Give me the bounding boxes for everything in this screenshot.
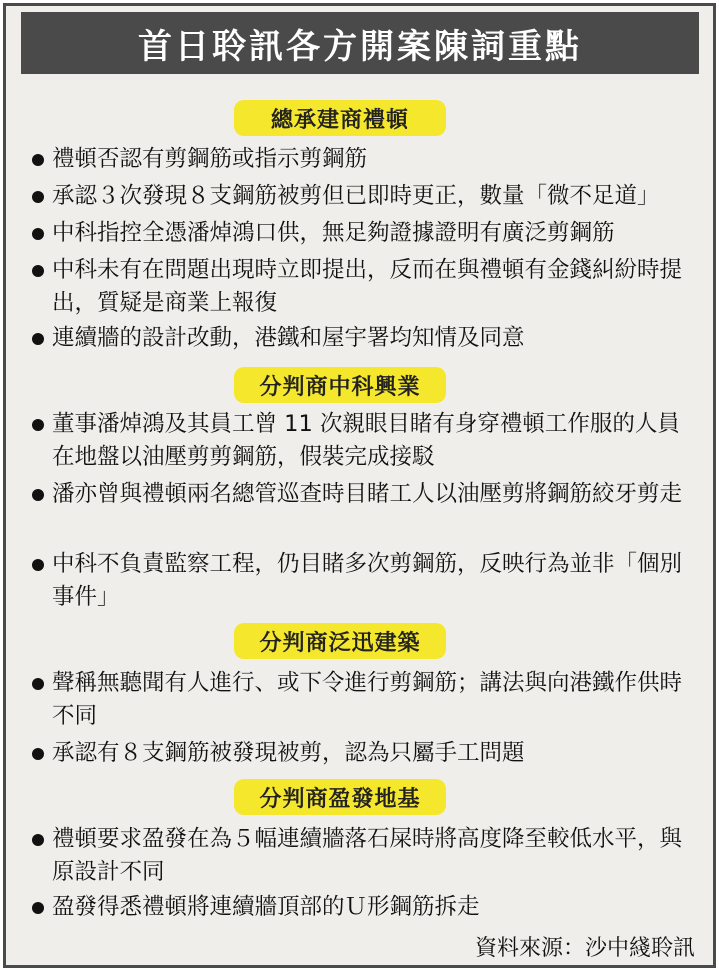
bullet-text: 中科不負責監察工程，仍目睹多次剪鋼筋，反映行為並非「個別事件」 [52,551,683,610]
bullet-dot-icon [32,419,44,431]
section-label-china-technology: 分判商中科興業 [234,367,446,403]
bullet-dot-icon [32,834,44,846]
bullet-item [30,408,702,474]
bullet-dot-icon [32,333,44,345]
bullet-dot-icon [32,678,44,690]
bullet-text: 中科未有在問題出現時立即提出，反而在與禮頓有金錢糾紛時提出，質疑是商業上報復 [52,257,683,316]
bullet-item [30,667,702,733]
bullet-text: 盈發得悉禮頓將連續牆頂部的Ｕ形鋼筋拆走 [52,894,480,920]
bullet-dot-icon [32,154,44,166]
bullet-item [30,143,702,176]
bullet-dot-icon [32,265,44,277]
bullet-text: 聲稱無聽聞有人進行、或下令進行剪鋼筋；講法與向港鐵作供時不同 [52,670,683,729]
bullet-item [30,322,702,355]
page-title: 首日聆訊各方開案陳詞重點 [21,12,699,74]
bullet-text: 禮頓要求盈發在為５幅連續牆落石屎時將高度降至較低水平，與原設計不同 [52,826,683,885]
bullet-dot-icon [32,489,44,501]
bullet-item [30,891,702,924]
bullet-dot-icon [32,748,44,760]
bullet-text: 承認有８支鋼筋被發現被剪，認為只屬手工問題 [52,740,525,766]
bullet-item [30,478,702,511]
bullet-text: 連續牆的設計改動，港鐵和屋宇署均知情及同意 [52,325,525,351]
bullet-dot-icon [32,228,44,240]
bullet-dot-icon [32,191,44,203]
bullet-item [30,548,702,614]
source-note: 資料來源：沙中綫聆訊 [474,936,695,961]
bullet-text: 承認３次發現８支鋼筋被剪但已即時更正，數量「微不足道」 [52,183,660,209]
bullet-dot-icon [32,902,44,914]
section-label-leighton: 總承建商禮頓 [234,100,446,136]
bullet-item [30,737,702,770]
bullet-item [30,217,702,250]
bullet-text: 潘亦曾與禮頓兩名總管巡查時目睹工人以油壓剪將鋼筋絞牙剪走 [52,481,683,507]
section-label-ying-fat: 分判商盈發地基 [234,779,446,815]
bullet-dot-icon [32,559,44,571]
bullet-text: 中科指控全憑潘焯鴻口供，無足夠證據證明有廣泛剪鋼筋 [52,220,615,246]
bullet-item [30,180,702,213]
bullet-item [30,254,702,320]
bullet-item [30,823,702,889]
section-label-fang-xun: 分判商泛迅建築 [234,623,446,659]
infographic-frame [3,3,716,968]
bullet-text: 禮頓否認有剪鋼筋或指示剪鋼筋 [52,146,368,172]
bullet-text: 董事潘焯鴻及其員工曾 11 次親眼目睹有身穿禮頓工作服的人員在地盤以油壓剪剪鋼筋，假裝完成接駁 [52,411,680,470]
